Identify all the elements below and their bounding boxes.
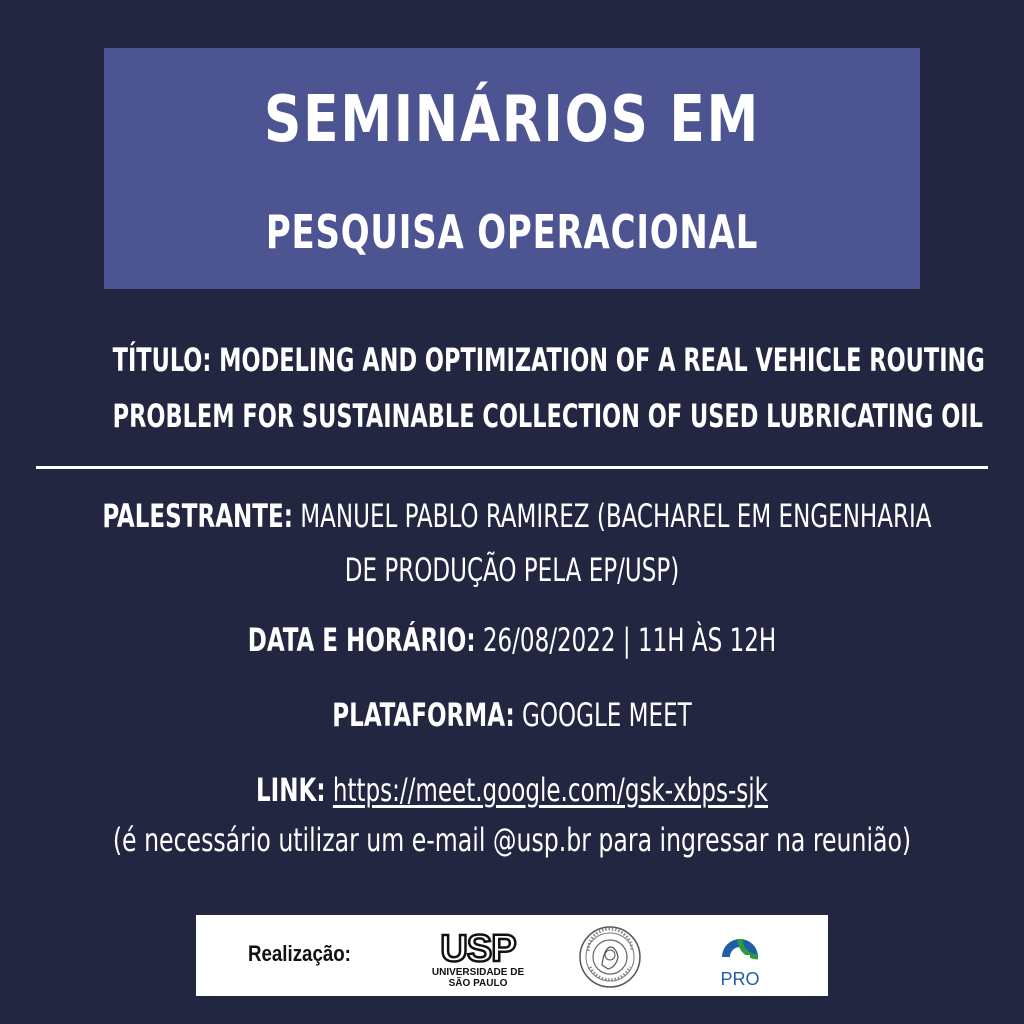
usp-logo-text: USP (440, 928, 516, 970)
realizacao-label: Realização: (248, 941, 351, 966)
usp-logo-caption-1: UNIVERSIDADE DE (431, 967, 525, 978)
link-row (102, 764, 921, 816)
link-note: (é necessário utilizar um e-mail @usp.br para ingressar na reunião) (112, 821, 912, 859)
speaker-value-line1: MANUEL PABLO RAMIREZ (BACHAREL EM ENGENHARIA (300, 497, 932, 535)
header-title-line2: PESQUISA OPERACIONAL (265, 205, 759, 259)
datetime-value: 26/08/2022 | 11H ÀS 12H (482, 621, 777, 659)
platform-row (102, 689, 921, 741)
speaker-row (102, 490, 932, 542)
divider (36, 466, 988, 469)
usp-logo (430, 927, 526, 989)
platform-value: GOOGLE MEET (522, 696, 692, 734)
speaker-value-line2: DE PRODUÇÃO PELA EP/USP) (344, 551, 680, 589)
footer-sponsors (196, 915, 828, 996)
datetime-label: DATA E HORÁRIO: (247, 621, 476, 659)
speaker-label: PALESTRANTE: (102, 497, 293, 535)
talk-title-line2: PROBLEM FOR SUSTAINABLE COLLECTION OF USED LUBRICATING OIL (112, 397, 983, 435)
escola-politecnica-seal (578, 925, 642, 989)
link-label: LINK: (255, 771, 326, 809)
usp-logo-caption-2: SÃO PAULO (448, 978, 508, 989)
datetime-row (102, 614, 921, 666)
pro-logo-text: PRO (720, 969, 760, 989)
speaker-row-cont (102, 544, 921, 596)
pro-logo (714, 923, 766, 991)
header-title-line1: SEMINÁRIOS EM (263, 83, 761, 157)
meeting-link[interactable]: https://meet.google.com/gsk-xbps-sjk (332, 771, 769, 809)
talk-title-line1: TÍTULO: MODELING AND OPTIMIZATION OF A REAL VEHICLE ROUTING (112, 341, 985, 379)
platform-label: PLATAFORMA: (332, 696, 515, 734)
